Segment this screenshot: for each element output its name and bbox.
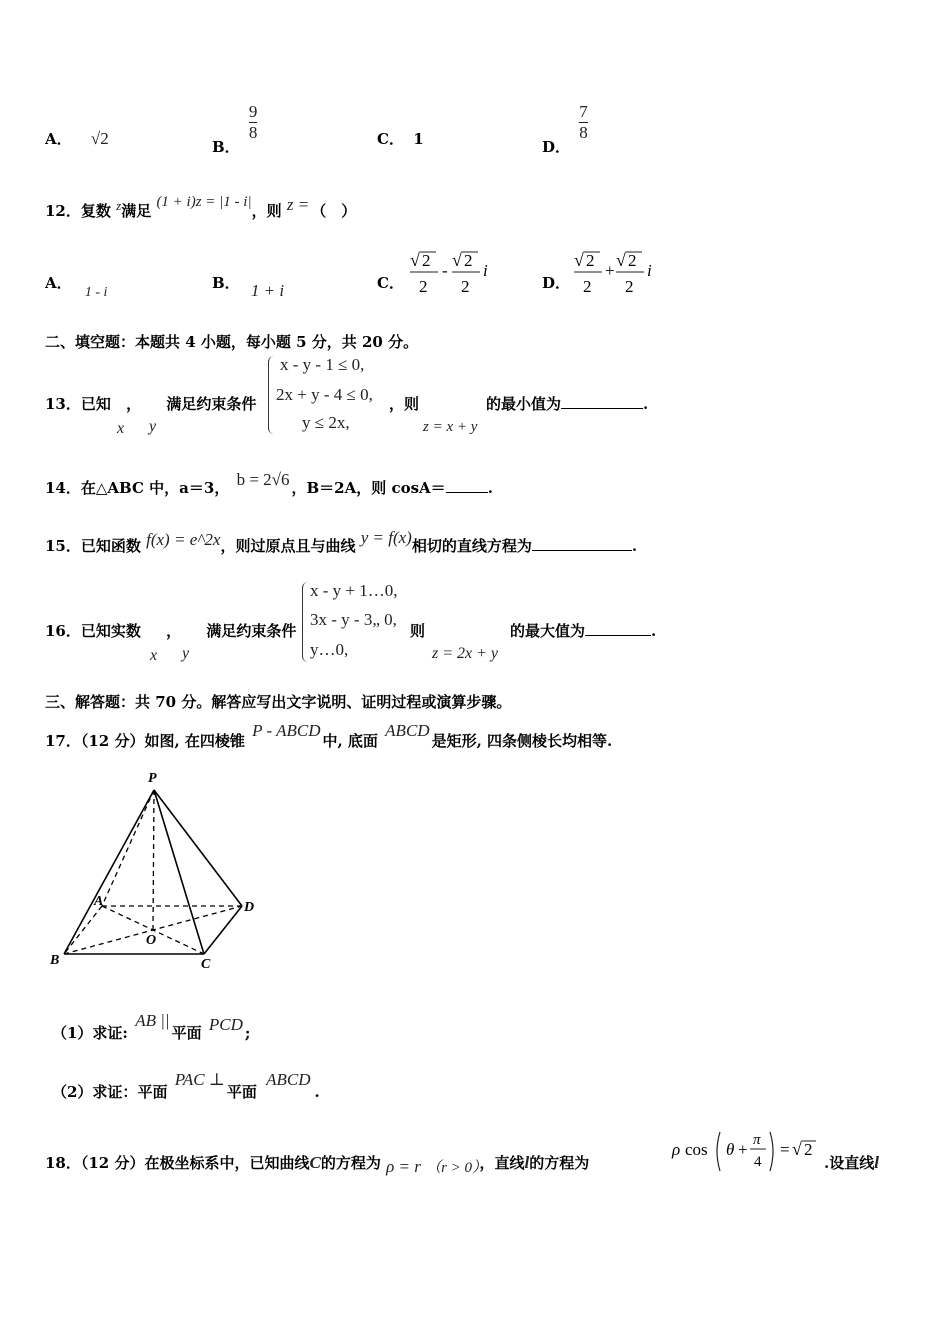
q13-var-x: x: [117, 420, 125, 437]
q12-option-d: D．: [542, 274, 571, 292]
svg-text:i: i: [647, 261, 652, 280]
section-2-heading: 二、填空题：本题共 4 小题，每小题 5 分，共 20 分。: [45, 333, 419, 351]
q16-ask: 的最大值为 .: [510, 622, 657, 640]
svg-text:2: 2: [419, 277, 428, 296]
section-3-heading: 三、解答题：共 70 分。解答应写出文字说明、证明过程或演算步骤。: [45, 693, 512, 711]
svg-text:2: 2: [628, 251, 637, 270]
svg-text:2: 2: [422, 251, 431, 270]
q12-option-c-math: [404, 244, 504, 300]
q13-stem: 13．已知 ， 满足约束条件: [45, 395, 257, 413]
q13-answer-blank[interactable]: [561, 394, 643, 409]
svg-text:√: √: [452, 250, 462, 270]
svg-text:2: 2: [804, 1140, 813, 1159]
q13-constraint-2: 2x + y - 4 ≤ 0,: [276, 385, 373, 404]
q16-var-x: x: [150, 647, 158, 664]
q16-constraint-3: y…0,: [310, 640, 349, 659]
q14-answer-blank[interactable]: [446, 478, 488, 493]
label-P: P: [148, 771, 157, 786]
q17-stem: 17．（12 分）如图, 在四棱锥 P - ABCD中, 底面 ABCD是矩形, 四条侧棱长均相等.: [45, 721, 613, 750]
q16-stem: 16．已知实数 ， 满足约束条件: [45, 622, 297, 640]
label-C: C: [201, 957, 211, 972]
q12-stem: 12．复数 z满足 (1 + i)z = |1 - i|，则 z = （ ）: [45, 194, 357, 220]
q16-answer-blank[interactable]: [585, 621, 651, 636]
q16-constraint-1: x - y + 1…0,: [310, 581, 398, 600]
q14-condition: b = 2√6: [236, 470, 290, 489]
q11-option-b: B． $\frac{9}{8}$: [212, 102, 258, 157]
q12-condition: (1 + i)z = |1 - i|: [156, 194, 252, 210]
q13-then: ，则: [389, 395, 420, 413]
q12-option-d-math: [568, 244, 668, 300]
q17-part-2: （2）求证：平面 PAC ⊥平面 ABCD.: [52, 1070, 320, 1101]
edge-PB: [64, 790, 157, 954]
label-A: A: [94, 894, 104, 909]
q16-objective: z = 2x + y: [432, 645, 499, 662]
q11-option-a: A． √2: [45, 129, 109, 148]
edge-CD: [204, 906, 242, 954]
q11-option-d: D． $\frac{7}{8}$: [542, 102, 588, 157]
label-O: O: [146, 933, 157, 948]
svg-text:+: +: [605, 261, 615, 280]
svg-text:2: 2: [461, 277, 470, 296]
q15-function: f(x) = e^2x: [146, 530, 221, 549]
edge-PD: [154, 790, 242, 906]
svg-text:=: =: [780, 1140, 790, 1159]
q13-constraint-3: y ≤ 2x,: [302, 413, 350, 432]
svg-text:√: √: [574, 250, 584, 270]
svg-text:√: √: [410, 250, 420, 270]
svg-text:√: √: [792, 1139, 802, 1159]
q11-option-a-value: √2: [90, 129, 109, 148]
q11-option-d-fraction: $\frac{7}{8}$: [579, 102, 588, 142]
q13-ask: 的最小值为 .: [486, 395, 649, 413]
svg-text:4: 4: [754, 1154, 762, 1170]
q12-option-c: C．: [377, 274, 404, 292]
q13-objective: z = x + y: [423, 419, 478, 435]
edge-PA: [102, 790, 154, 906]
q18-stem: 18．（12 分）在极坐标系中，已知曲线C的方程为 ρ = r （r > 0），直线l的方程为: [45, 1153, 590, 1176]
q16-constraint-2: 3x - y - 3„ 0,: [310, 610, 397, 629]
q17-part-1: （1）求证: AB ||平面 PCD ;: [52, 1011, 251, 1042]
svg-text:-: -: [442, 261, 448, 280]
q11-option-b-fraction: $\frac{9}{8}$: [248, 102, 258, 142]
svg-text:π: π: [753, 1132, 761, 1148]
q11-option-c: C． 1: [377, 130, 424, 148]
q17-base: ABCD: [385, 721, 430, 740]
svg-text:ρ: ρ: [672, 1140, 681, 1159]
q15-curve: y = f(x): [360, 528, 412, 547]
q18-condition: （r > 0）: [426, 1160, 480, 1176]
q16-var-y: y: [182, 645, 190, 662]
svg-text:2: 2: [586, 251, 595, 270]
q18-line-eq-math: [670, 1126, 826, 1176]
q15-answer-blank[interactable]: [532, 536, 632, 551]
svg-text:cos: cos: [685, 1140, 708, 1159]
q18-curve-eq: ρ = r: [386, 1157, 421, 1176]
q16-then: 则: [410, 622, 426, 640]
svg-text:θ: θ: [726, 1140, 735, 1159]
q14-stem: 14．在△ABC 中，a＝3， b = 2√6 ，B＝2A，则 cosA＝ .: [45, 470, 493, 497]
svg-text:+: +: [738, 1140, 748, 1159]
q18-stem-end: .设直线l: [824, 1153, 879, 1172]
q12-option-b: B． 1 + i: [212, 274, 285, 300]
label-B: B: [50, 953, 60, 968]
edge-AB: [64, 906, 102, 954]
q13-var-y: y: [149, 418, 157, 435]
svg-text:2: 2: [464, 251, 473, 270]
svg-text:2: 2: [625, 277, 634, 296]
svg-text:2: 2: [583, 277, 592, 296]
q17-pyramid: P - ABCD: [252, 721, 321, 740]
svg-text:√: √: [616, 250, 626, 270]
edge-PO: [153, 790, 154, 930]
svg-text:i: i: [483, 261, 488, 280]
label-D: D: [244, 900, 255, 915]
q13-constraint-1: x - y - 1 ≤ 0,: [280, 355, 365, 374]
q12-option-a: A． 1 - i: [45, 274, 108, 300]
edge-PC: [154, 790, 204, 954]
q17-pyramid-figure: [40, 768, 280, 978]
q15-stem: 15．已知函数 f(x) = e^2x，则过原点且与曲线 y = f(x)相切的直线方程为 .: [45, 528, 638, 555]
